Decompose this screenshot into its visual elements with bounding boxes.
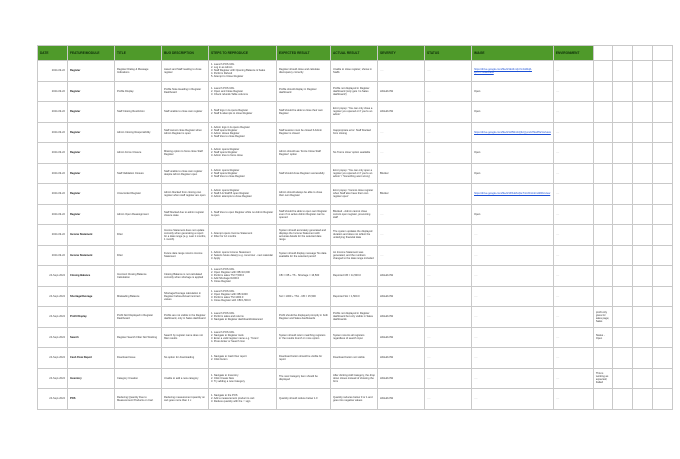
cell-extra — [612, 184, 632, 205]
cell-title: Filter — [115, 225, 162, 246]
table-row[interactable] — [38, 61, 673, 82]
cell-actual: Error popup: 'You can only close a register you opened or if you're an admin' — [331, 102, 378, 123]
cell-extra: profit only gives for sales page; Sales — [593, 307, 612, 328]
cell-extra — [593, 143, 612, 164]
cell-extra — [652, 143, 672, 164]
cell-severity: HIGH/LOW — [378, 81, 425, 102]
column-header-image[interactable]: IMAGE — [472, 46, 554, 61]
cell-desc: Future date range returns income Statement — [162, 245, 209, 266]
cell-desc: Shortage/Overage calculation in Register before/Actual incorrect values — [162, 286, 209, 307]
table-row[interactable] — [38, 368, 673, 389]
cell-severity: HIGH/LOW — [378, 286, 425, 307]
cell-steps: 1. Navigate to Cash flow report 2. Click button — [209, 348, 277, 369]
cell-image: ---- — [472, 389, 554, 410]
cell-image: Open — [472, 81, 554, 102]
cell-extra — [632, 163, 652, 184]
cell-extra — [612, 163, 632, 184]
cell-status: ---- — [425, 61, 472, 82]
cell-actual: Profits not displayed in Register dashboard but only visible in Sales dashboards — [331, 307, 378, 328]
cell-desc: Missing option to force close Staff Register — [162, 143, 209, 164]
column-header-extra-3[interactable] — [632, 46, 652, 61]
cell-extra: Status - Open — [593, 327, 612, 348]
cell-expected: Quantity should reduce below 1.0 — [277, 389, 331, 410]
cell-desc: Assert and Staff reading to close register — [162, 61, 209, 82]
table-row[interactable] — [38, 204, 673, 225]
cell-title: Admin Closing Responsibility — [115, 122, 162, 143]
table-body — [38, 61, 673, 410]
cell-steps: 1. Launch POS URL 2. Log in as Admin 3. Staff Register with Opening Balance & Sales 4. Perform Refund 5. Attempt to Close Register — [209, 61, 277, 82]
cell-desc: Search by register name does not filter results — [162, 327, 209, 348]
cell-title: Admin Open Reassignment — [115, 204, 162, 225]
cell-extra — [612, 389, 632, 410]
cell-extra — [593, 389, 612, 410]
cell-env: ---- — [553, 368, 593, 389]
cell-extra — [593, 286, 612, 307]
cell-status: ---- — [425, 184, 472, 205]
cell-extra — [593, 266, 612, 287]
column-header-status[interactable]: STATUS — [425, 46, 472, 61]
cell-title: Category Creation — [115, 368, 162, 389]
cell-image: Open — [472, 163, 554, 184]
cell-steps: 1. Admin opens Register 2. Staff A & Staff B open Register 3. Admin attempts to close Register — [209, 184, 277, 205]
cell-steps: 1. Admin opens Register 2. Staff opens Register 3. Admin tries to force close — [209, 143, 277, 164]
column-header-extra-1[interactable] — [593, 46, 612, 61]
cell-extra — [632, 266, 652, 287]
cell-extra — [593, 348, 612, 369]
cell-actual: Profile not displayed in Register dashboard (only gets 'no Sales dashboard') — [331, 81, 378, 102]
cell-status: ---- — [425, 286, 472, 307]
cell-date: 24-Sept-2024 — [38, 286, 68, 307]
cell-severity: ---- — [378, 122, 425, 143]
cell-steps: 1. Launch POS URL 2. Navigate to Register tools 3. Enter a valid register name e.g. 'Terem' 4. Press Enter or Search Icon — [209, 327, 277, 348]
cell-severity: ---- — [378, 61, 425, 82]
cell-date: 2024-09-22 — [38, 61, 68, 82]
cell-module: Register — [68, 163, 115, 184]
cell-severity: HIGH/LOW — [378, 368, 425, 389]
cell-env: ---- — [553, 102, 593, 123]
cell-extra — [612, 348, 632, 369]
cell-extra — [652, 368, 672, 389]
cell-extra — [632, 307, 652, 328]
cell-date: 24-Sept-2024 — [38, 389, 68, 410]
table-row[interactable] — [38, 327, 673, 348]
cell-extra — [652, 204, 672, 225]
cell-extra — [652, 102, 672, 123]
cell-extra — [593, 184, 612, 205]
cell-image: ---- — [472, 286, 554, 307]
column-header-date[interactable]: DATE — [38, 46, 68, 61]
cell-env: ---- — [553, 204, 593, 225]
cell-extra — [612, 61, 632, 82]
cell-extra — [632, 225, 652, 246]
cell-severity: HIGH/LOW — [378, 102, 425, 123]
cell-status: ---- — [425, 163, 472, 184]
cell-env: ---- — [553, 122, 593, 143]
cell-actual: Reported SH = 1,500.0 — [331, 286, 378, 307]
cell-severity: HIGH/LOW — [378, 307, 425, 328]
cell-extra — [612, 327, 632, 348]
bug-report-table — [37, 45, 673, 410]
cell-status: ---- — [425, 225, 472, 246]
cell-extra — [652, 122, 672, 143]
column-header-title[interactable]: TITLE — [115, 46, 162, 61]
cell-date: 24-Sept-2024 — [38, 348, 68, 369]
cell-severity: ---- — [378, 245, 425, 266]
cell-extra — [593, 204, 612, 225]
cell-module: Register — [68, 81, 115, 102]
cell-extra — [632, 143, 652, 164]
cell-extra — [593, 102, 612, 123]
cell-extra — [612, 81, 632, 102]
cell-extra — [652, 184, 672, 205]
cell-date: 2024-09-22 — [38, 81, 68, 102]
cell-extra — [632, 286, 652, 307]
cell-env: ---- — [553, 327, 593, 348]
cell-date: 24-Sept-2024 — [38, 307, 68, 328]
cell-module: Shortage/Overage — [68, 286, 115, 307]
cell-severity: ---- — [378, 204, 425, 225]
cell-extra — [612, 307, 632, 328]
cell-title: Download Issue — [115, 348, 162, 369]
cell-title: Unrecorded Register — [115, 184, 162, 205]
cell-image: Open — [472, 204, 554, 225]
cell-actual: Download button not visible — [331, 348, 378, 369]
cell-severity: Blocker — [378, 163, 425, 184]
cell-desc: Staff cannot close Register when Admin Register is open — [162, 122, 209, 143]
cell-module: Cash Flow Report — [68, 348, 115, 369]
cell-extra — [612, 143, 632, 164]
cell-steps: 1. Staff logs in & opens Register 2. Staff & attempts to close Register — [209, 102, 277, 123]
cell-extra — [612, 122, 632, 143]
cell-expected: SH = 1000 + TS1 - CB = 15,500 — [277, 286, 331, 307]
cell-steps: 1. Launch POS URL 2. Open Register with OB=10,000 3. Perform sales TS=7,500.0 4. Add Shortage=1000.0 5. Close Register — [209, 266, 277, 287]
cell-status: ---- — [425, 389, 472, 410]
cell-expected: The new Category item should be displayed — [277, 368, 331, 389]
cell-steps: 1. Admin opens Income Statement 2. Selects future date(s) e.g. tomorrow - next calendar 3. Apply — [209, 245, 277, 266]
cell-title: Register Dialog & Message Indications — [115, 61, 162, 82]
cell-extra — [632, 245, 652, 266]
cell-env: ---- — [553, 307, 593, 328]
cell-module: Register — [68, 143, 115, 164]
cell-status: ---- — [425, 307, 472, 328]
table-row[interactable] — [38, 143, 673, 164]
cell-extra — [612, 286, 632, 307]
cell-extra — [652, 286, 672, 307]
cell-desc: Reducing measurement quantity on cart goes more than 1 x — [162, 389, 209, 410]
cell-expected: CB = OB + TS - Shortage = 16,500 — [277, 266, 331, 287]
column-header-extra-2[interactable] — [612, 46, 632, 61]
cell-extra — [612, 368, 632, 389]
cell-steps: 1. Launch POS URL 2. Open and Close Register 3. Check refunds Table columns — [209, 81, 277, 102]
cell-desc: Staff unable to close own register — [162, 102, 209, 123]
cell-module: Search — [68, 327, 115, 348]
cell-extra — [593, 245, 612, 266]
cell-env: ---- — [553, 286, 593, 307]
cell-steps: 1. Admin opens Register 2. Staff opens Register 3. Staff tries to close Register — [209, 163, 277, 184]
cell-severity: Blocker — [378, 184, 425, 205]
cell-extra — [632, 389, 652, 410]
cell-date: 2024-09-22 — [38, 122, 68, 143]
cell-extra — [652, 225, 672, 246]
cell-steps: 1. Navigate to Inventory 2. Click Create New 3. Try adding a new Category — [209, 368, 277, 389]
cell-title: Profile Display — [115, 81, 162, 102]
cell-extra — [593, 81, 612, 102]
cell-image: ---- — [472, 327, 554, 348]
cell-extra — [632, 122, 652, 143]
table-row[interactable] — [38, 163, 673, 184]
cell-actual: Reported CB = 11,500.0 — [331, 266, 378, 287]
cell-env: ---- — [553, 245, 593, 266]
cell-module: Register — [68, 122, 115, 143]
cell-desc: Unable to add a new category — [162, 368, 209, 389]
cell-steps: 1. Launch POS URL 2. Open Register with OB=1000 3. Perform sales TS=1000.0 4. Close Register with CB=1,500.0 — [209, 286, 277, 307]
table-row[interactable] — [38, 286, 673, 307]
column-header-feature-module[interactable]: FEATURE/MODULE — [68, 46, 115, 61]
cell-env: ---- — [553, 184, 593, 205]
cell-extra — [612, 204, 632, 225]
cell-module: Register — [68, 184, 115, 205]
cell-actual: An Income Statement was generated, and the numbers changed to the date range included — [331, 245, 378, 266]
cell-title: Staff Closing Restriction — [115, 102, 162, 123]
cell-extra — [652, 245, 672, 266]
column-header-actual-result[interactable]: ACTUAL RESULT — [331, 46, 378, 61]
cell-status: ---- — [425, 245, 472, 266]
cell-extra — [612, 245, 632, 266]
cell-extra — [632, 184, 652, 205]
cell-date: 2024-09-22 — [38, 245, 68, 266]
cell-extra — [593, 225, 612, 246]
cell-status: ---- — [425, 368, 472, 389]
cell-env: ---- — [553, 163, 593, 184]
cell-expected: Staff should close Register successfully — [277, 163, 331, 184]
cell-desc: Profile Note Heading in Register Dashboard — [162, 81, 209, 102]
cell-severity: HIGH/LOW — [378, 389, 425, 410]
cell-actual: Quantity reduces below 0 or 1 and goes into negative values — [331, 389, 378, 410]
cell-status: ---- — [425, 102, 472, 123]
cell-expected: Admin should always be able to close their own Register — [277, 184, 331, 205]
cell-extra — [612, 266, 632, 287]
cell-expected: System should return matching registers in 'the results found' or more option — [277, 327, 331, 348]
cell-date: 24-Sept-2024 — [38, 327, 68, 348]
cell-module: Inventory — [68, 368, 115, 389]
cell-module: Closing Balance — [68, 266, 115, 287]
table-row[interactable] — [38, 81, 673, 102]
cell-expected: System should display message 'No data available for the selected period' — [277, 245, 331, 266]
cell-desc: No option for downloading — [162, 348, 209, 369]
cell-module: Register — [68, 204, 115, 225]
cell-title: Reducing Quantity Due to Measurement Products on Cart — [115, 389, 162, 410]
cell-severity: ---- — [378, 225, 425, 246]
cell-title: Incorrect Closing Balance Calculation — [115, 266, 162, 287]
cell-expected: Profile should display in Register dashboard — [277, 81, 331, 102]
table-row[interactable] — [38, 389, 673, 410]
cell-module: Register — [68, 61, 115, 82]
cell-status: ---- — [425, 81, 472, 102]
cell-image: ---- — [472, 266, 554, 287]
cell-env: ---- — [553, 81, 593, 102]
cell-date: 2024-09-22 — [38, 102, 68, 123]
cell-actual: Unable to close register; shows in Staffs — [331, 61, 378, 82]
cell-date: 24-Sept-2024 — [38, 266, 68, 287]
cell-status: ---- — [425, 327, 472, 348]
cell-extra — [652, 266, 672, 287]
cell-steps: 1. Staff tries to open Register while no Admin Register is open — [209, 204, 277, 225]
cell-title: Profit Not Displayed in Register Dashboard — [115, 307, 162, 328]
cell-expected: Staff should be able to open own Register even if no active Admin Register can be opened — [277, 204, 331, 225]
column-header-steps-to-reproduce[interactable]: STEPS TO REPRODUCE — [209, 46, 277, 61]
cell-extra — [632, 348, 652, 369]
cell-image: ---- — [472, 225, 554, 246]
cell-desc: Admin blocked from closing own register when staff register are open — [162, 184, 209, 205]
cell-date: 2024-09-22 — [38, 225, 68, 246]
cell-actual: The system updates the displayed duration and does not reflect the underlying financial data — [331, 225, 378, 246]
cell-actual: Error popup: 'You can only open a register you opened or if you're an admin' / 'Something went wrong' — [331, 163, 378, 184]
cell-image: ---- — [472, 348, 554, 369]
table-row[interactable] — [38, 307, 673, 328]
cell-image: ---- — [472, 307, 554, 328]
cell-extra — [652, 389, 672, 410]
cell-status: ---- — [425, 204, 472, 225]
cell-title: Staff Validation Closure — [115, 163, 162, 184]
cell-env: ---- — [553, 61, 593, 82]
cell-expected: Profit should be displayed promptly in both Register and Sales dashboards — [277, 307, 331, 328]
cell-extra — [632, 204, 652, 225]
cell-image[interactable]: https://drive.google.com/file/d/1K5uMxqVeTnCz0rLb2m4ZtRc/view — [472, 184, 554, 205]
column-header-bug-description[interactable]: BUG DESCRIPTION — [162, 46, 209, 61]
cell-steps: 1. Attempt opens Income Statement 2. Filter for 12 months — [209, 225, 277, 246]
cell-status: ---- — [425, 266, 472, 287]
cell-image: ---- — [472, 368, 554, 389]
cell-image[interactable]: https://drive.google.com/file/d/1c8WmbQ3xQyxn2dTkaP0eVw/view — [472, 122, 554, 143]
cell-extra — [593, 163, 612, 184]
cell-date: 2024-09-22 — [38, 204, 68, 225]
cell-date: 2024-09-22 — [38, 143, 68, 164]
table-row[interactable] — [38, 266, 673, 287]
cell-expected: Admin should see 'Force Close Staff Register' option — [277, 143, 331, 164]
cell-actual: Blocked - Admin cannot close current open register, preventing staff — [331, 204, 378, 225]
cell-title: Filter — [115, 245, 162, 266]
cell-extra — [632, 102, 652, 123]
cell-actual: Error popup: 'Cannot close register when Staff also have their own register open' — [331, 184, 378, 205]
cell-extra — [652, 81, 672, 102]
cell-expected: Staff session must be closed if Admin Register is closed — [277, 122, 331, 143]
cell-severity: HIGH/LOW — [378, 327, 425, 348]
cell-title: Register Search Filter Not Working — [115, 327, 162, 348]
cell-extra — [652, 327, 672, 348]
cell-expected: Download button should be visible for report — [277, 348, 331, 369]
cell-actual: Inappropriate error: Staff blocked from closing — [331, 122, 378, 143]
cell-extra — [652, 307, 672, 328]
cell-env: ---- — [553, 143, 593, 164]
cell-status: ---- — [425, 122, 472, 143]
cell-module: Register — [68, 102, 115, 123]
cell-date: 2024-09-22 — [38, 163, 68, 184]
cell-extra — [652, 348, 672, 369]
cell-date: 2024-09-22 — [38, 184, 68, 205]
cell-desc: Income Statement does not update correctly when generating a report for a date range (e.g. Last 1 months, 1 month) — [162, 225, 209, 246]
cell-expected: Register should close and calculate discrepancy correctly — [277, 61, 331, 82]
cell-image: Open — [472, 143, 554, 164]
table-row[interactable] — [38, 348, 673, 369]
cell-extra — [652, 163, 672, 184]
cell-env: ---- — [553, 225, 593, 246]
cell-actual: After clicking Add Category, the drop down closes instead of showing the form — [331, 368, 378, 389]
cell-title: Misleading Balance — [115, 286, 162, 307]
cell-module: Profit Display — [68, 307, 115, 328]
cell-severity: HIGH/LOW — [378, 348, 425, 369]
table-row[interactable] — [38, 225, 673, 246]
cell-steps: 1. Admin logs in & opens Register 2. Staff opens Register 3. Admin closes Register 4. Staff tries to close Register — [209, 122, 277, 143]
cell-status: ---- — [425, 143, 472, 164]
cell-env: ---- — [553, 389, 593, 410]
header-row — [38, 46, 673, 61]
column-header-environment[interactable]: ENVIRONMENT — [553, 46, 593, 61]
cell-expected: Staff should be able to close their own Register — [277, 102, 331, 123]
table-row[interactable] — [38, 245, 673, 266]
cell-extra — [632, 81, 652, 102]
column-header-extra-4[interactable] — [652, 46, 672, 61]
cell-image: Open — [472, 102, 554, 123]
cell-steps: 1. Launch POS URL 2. Perform sales and returns 3. Navigate to Register dashboard/Advanced — [209, 307, 277, 328]
column-header-severity[interactable]: SEVERITY — [378, 46, 425, 61]
cell-extra — [593, 122, 612, 143]
cell-extra — [632, 61, 652, 82]
cell-module: Income Statement — [68, 245, 115, 266]
cell-severity: HIGH/LOW — [378, 266, 425, 287]
cell-extra: This is working as expected; Failed — [593, 368, 612, 389]
cell-env: ---- — [553, 266, 593, 287]
cell-module: Income Statement — [68, 225, 115, 246]
cell-extra — [612, 102, 632, 123]
cell-extra — [632, 327, 652, 348]
cell-desc: Staff blocked due to admin register closure state — [162, 204, 209, 225]
cell-title: Admin Force Closure — [115, 143, 162, 164]
cell-severity: ---- — [378, 143, 425, 164]
cell-actual: No 'Force close' option available — [331, 143, 378, 164]
cell-desc: Profits are not visible in the Register dashboard, only in Sales dashboard — [162, 307, 209, 328]
cell-extra — [593, 61, 612, 82]
cell-desc: Closing Balance is not calculated correctly when shortage is applied — [162, 266, 209, 287]
cell-date: 24-Sept-2024 — [38, 368, 68, 389]
cell-extra — [612, 225, 632, 246]
table-row[interactable] — [38, 102, 673, 123]
cell-image: ---- — [472, 245, 554, 266]
cell-expected: System should accurately generated and displays the Income Statement with accurate details for the selected date range — [277, 225, 331, 246]
table-row[interactable] — [38, 122, 673, 143]
column-header-expected-result[interactable]: EXPECTED RESULT — [277, 46, 331, 61]
cell-env: ---- — [553, 348, 593, 369]
cell-desc: Staff unable to close own register despite Admin Register open — [162, 163, 209, 184]
cell-steps: 1. Navigate to the POS 2. Add a measurement product to cart 3. Reduce quantity with the '-' sign — [209, 389, 277, 410]
cell-extra — [632, 368, 652, 389]
cell-actual: System returns all registers regardless of search input — [331, 327, 378, 348]
table-row[interactable] — [38, 184, 673, 205]
cell-extra — [652, 61, 672, 82]
cell-status: ---- — [425, 348, 472, 369]
cell-module: POS — [68, 389, 115, 410]
cell-image[interactable]: https://drive.google.com/file/d/1kA9-r2pVmlxldbq6-Fj9YOTKwk/view — [472, 61, 554, 82]
